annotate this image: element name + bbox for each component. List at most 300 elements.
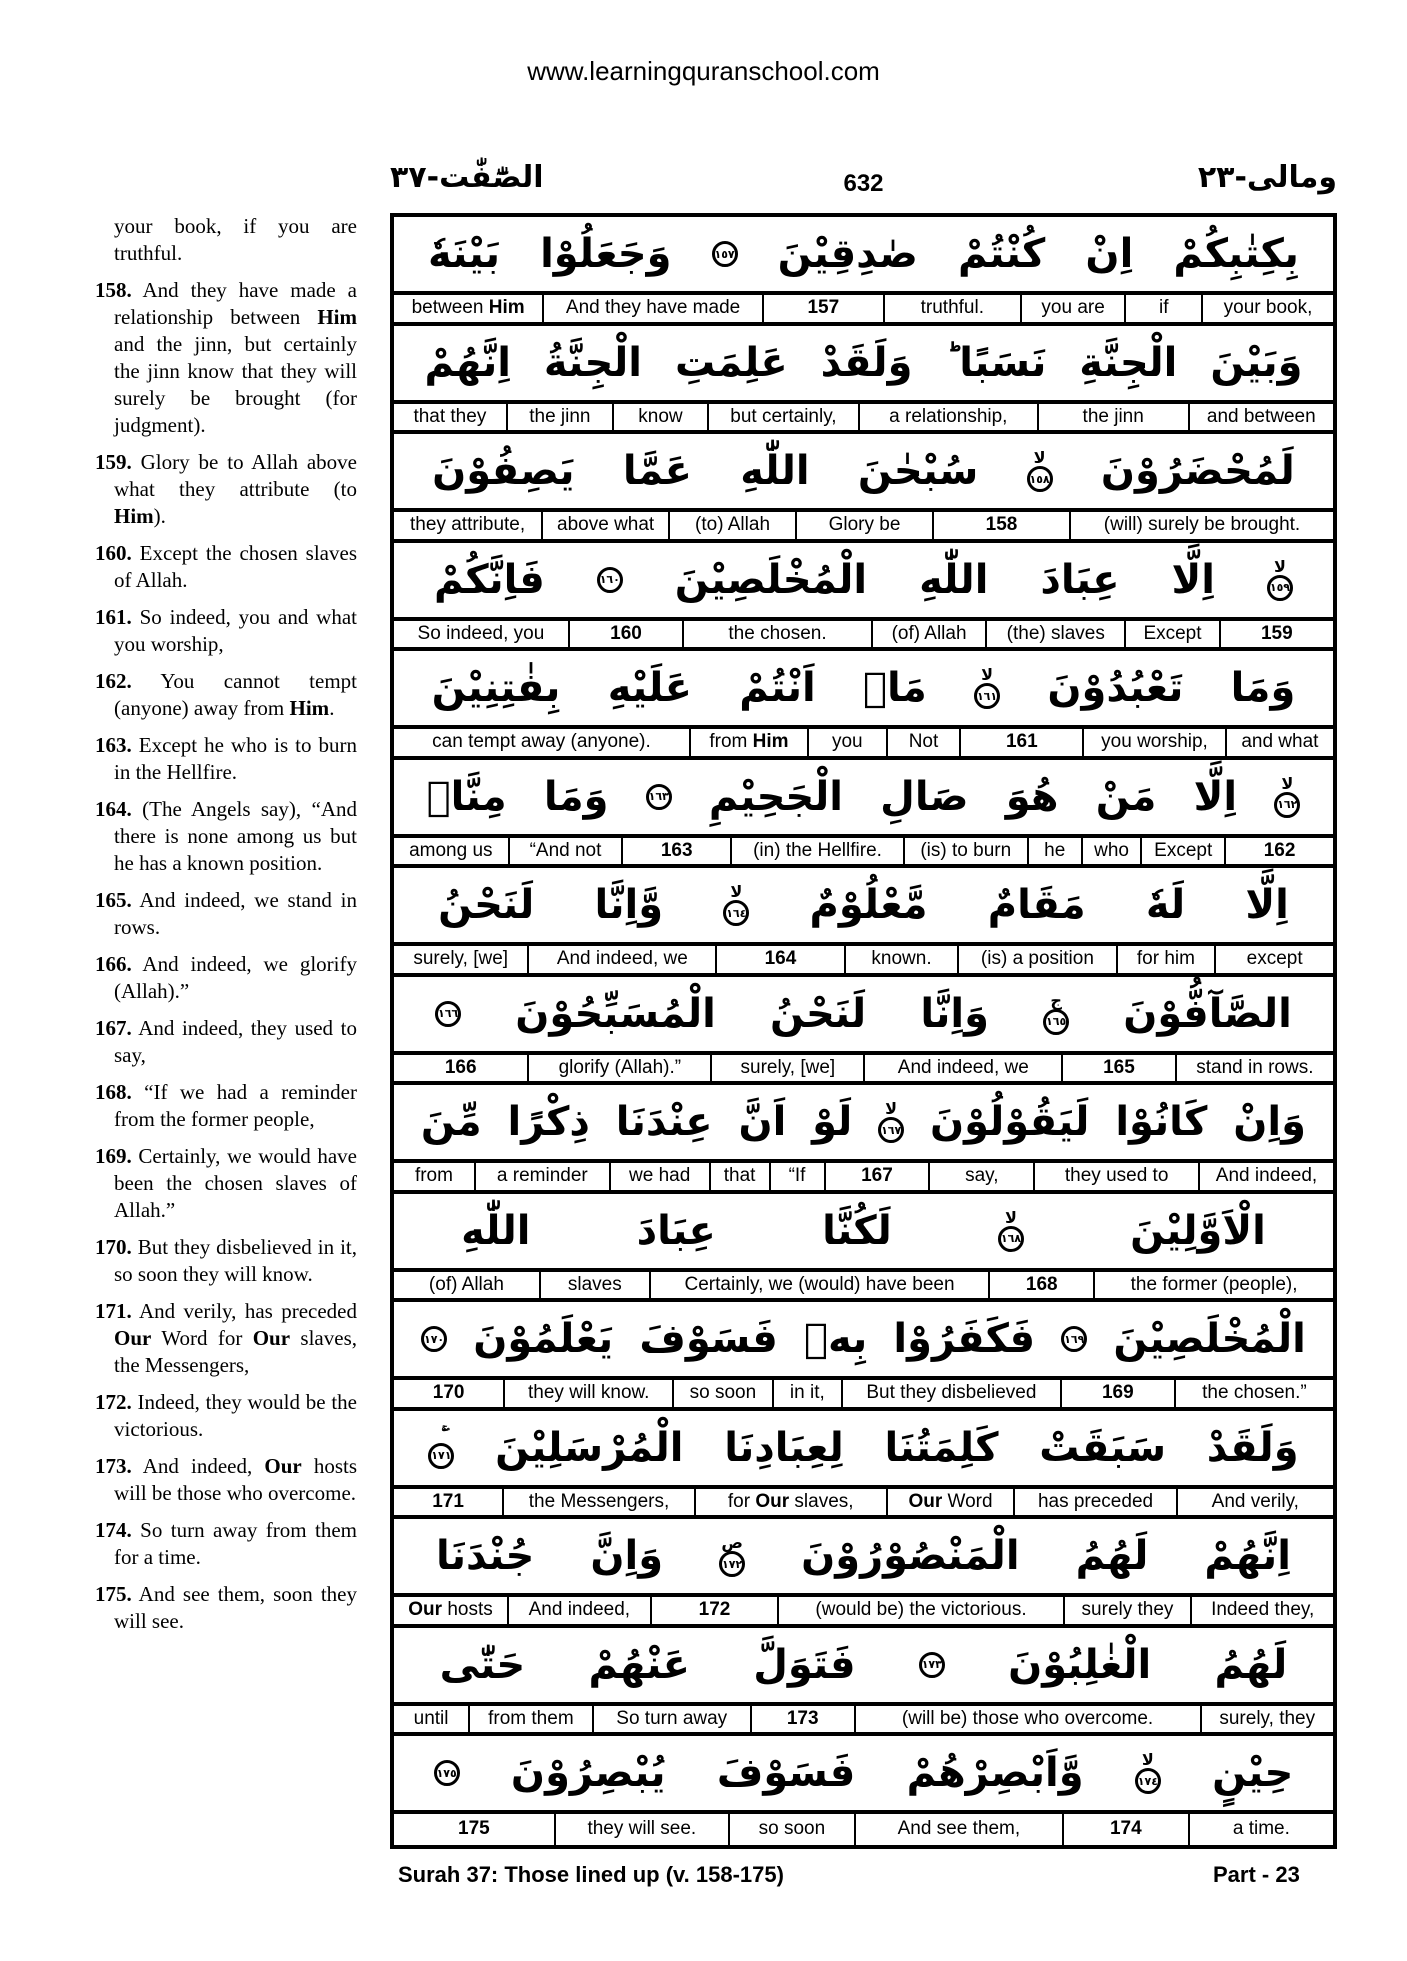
translation-verse	[95, 732, 357, 786]
verse-text: your book, if you are truthful.	[114, 214, 357, 265]
gloss-cell: from them	[468, 1706, 592, 1733]
ayah-number-circle: ١٦٨	[998, 1226, 1024, 1252]
arabic-row	[394, 217, 1333, 295]
verse-text: And indeed, we stand in rows.	[114, 888, 357, 939]
arabic-word: بَيْنَهٗ	[428, 231, 500, 277]
verse-number: 163.	[95, 733, 132, 757]
arabic-row	[394, 1519, 1333, 1597]
gloss-cell: for him	[1116, 946, 1215, 973]
verse-text: And indeed, we glorify (Allah).”	[114, 952, 357, 1003]
english-gloss-row	[394, 1597, 1333, 1628]
gloss-cell: you worship,	[1082, 729, 1225, 756]
gloss-cell: the chosen.	[682, 621, 871, 648]
gloss-cell: has preceded	[1013, 1489, 1175, 1516]
verse-number: 161.	[95, 605, 132, 629]
arabic-word: وَاِنَّ	[590, 1533, 664, 1579]
translation-verse	[95, 1234, 357, 1288]
verse-text: Except he who is to burn in the Hellfire.	[114, 733, 357, 784]
verse-text: And indeed, they used to say,	[114, 1016, 357, 1067]
gloss-cell: they will see.	[554, 1814, 728, 1845]
gloss-cell: (is) a position	[957, 946, 1115, 973]
gloss-cell: so soon	[728, 1814, 854, 1845]
gloss-verse-number: 172	[650, 1597, 778, 1624]
arabic-word: اِلَّا	[1245, 882, 1289, 928]
surah-caption: Surah 37: Those lined up (v. 158-175)	[398, 1862, 784, 1887]
gloss-cell: (in) the Hellfire.	[730, 838, 903, 865]
gloss-cell: you	[807, 729, 886, 756]
word-by-word-table	[390, 213, 1337, 1849]
arabic-row	[394, 1302, 1333, 1380]
english-gloss-row	[394, 946, 1333, 977]
arabic-word: مَّعْلُوْمٌ	[809, 882, 928, 928]
gloss-cell: Except	[1124, 621, 1218, 648]
emphasis-text: Him	[289, 696, 330, 720]
arabic-word: عَنْهُمْ	[588, 1641, 690, 1688]
arabic-word: وَلَقَدْ	[820, 339, 913, 386]
gloss-cell: if	[1124, 295, 1201, 322]
gloss-verse-number: 167	[824, 1163, 929, 1190]
translation-verse	[95, 668, 357, 722]
arabic-row	[394, 1736, 1333, 1814]
ayah-number-circle: ١٥٨	[1027, 466, 1053, 492]
arabic-word: الْمَنْصُوْرُوْنَ	[801, 1533, 1020, 1579]
ayah-number-circle: ١٧٠	[421, 1326, 447, 1352]
arabic-word: سُبْحٰنَ	[857, 448, 979, 494]
arabic-word: وَاِنْ	[1233, 1099, 1306, 1145]
arabic-word: مَقَامٌ	[987, 882, 1086, 928]
translation-verse	[95, 1143, 357, 1224]
arabic-word: عِنْدَنَا	[615, 1099, 713, 1145]
arabic-row	[394, 760, 1333, 838]
arabic-word: فَتَوَلَّ	[753, 1641, 856, 1688]
gloss-text: from	[709, 731, 753, 753]
emphasis-text: Our	[252, 1326, 291, 1350]
english-gloss-row	[394, 621, 1333, 652]
arabic-word: وَجَعَلُوْا	[540, 231, 672, 277]
gloss-cell: And they have made	[542, 295, 762, 322]
verse-text: You cannot tempt (anyone) away from	[114, 669, 357, 720]
ayah-number-circle: ١٦١	[974, 683, 1000, 709]
arabic-word: الْمُرْسَلِيْنَ	[495, 1424, 684, 1471]
gloss-cell: say,	[928, 1163, 1033, 1190]
gloss-cell: Glory be	[795, 512, 932, 539]
arabic-word: حِيْنٍ	[1212, 1750, 1294, 1796]
gloss-cell: a time.	[1188, 1814, 1333, 1845]
arabic-word: اللّٰهِ	[919, 556, 989, 603]
gloss-cell: stand in rows.	[1175, 1055, 1333, 1082]
arabic-word: يَصِفُوْنَ	[432, 448, 575, 494]
arabic-word: فَكَفَرُوْا	[893, 1316, 1036, 1362]
arabic-word: لَهُمُ	[1075, 1533, 1149, 1579]
emphasis-text: Him	[114, 504, 154, 528]
verse-number: 169.	[95, 1144, 132, 1168]
arabic-row	[394, 543, 1333, 621]
english-gloss-row	[394, 1814, 1333, 1845]
gloss-cell: Certainly, we (would) have been	[649, 1272, 989, 1299]
ayah-end-marker	[878, 1101, 904, 1143]
gloss-cell: know	[612, 404, 707, 431]
english-gloss-row	[394, 1380, 1333, 1411]
arabic-row	[394, 977, 1333, 1055]
waqf-sign: لا	[1004, 1207, 1017, 1227]
gloss-cell: the jinn	[506, 404, 612, 431]
ayah-end-marker	[998, 1207, 1024, 1252]
gloss-cell: you are	[1020, 295, 1124, 322]
gloss-cell: that	[709, 1163, 769, 1190]
arabic-word: مِنَّاۤ	[426, 773, 507, 820]
ayah-end-marker	[1027, 450, 1053, 492]
verse-block	[394, 1519, 1333, 1628]
arabic-word: اِنْ	[1085, 231, 1134, 277]
gloss-cell: And indeed, we	[863, 1055, 1061, 1082]
waqf-sign: لا	[1273, 556, 1286, 576]
ayah-number-circle: ١٦٩	[1061, 1326, 1087, 1352]
arabic-word: كُنْتُمْ	[958, 231, 1046, 277]
arabic-word: اِنَّهُمْ	[424, 339, 511, 386]
arabic-word: الْمُخْلَصِيْنَ	[674, 556, 868, 603]
arabic-word: اللّٰهِ	[740, 448, 810, 494]
gloss-cell: And see them,	[854, 1814, 1062, 1845]
gloss-cell: a reminder	[474, 1163, 609, 1190]
verse-number: 175.	[95, 1582, 132, 1606]
gloss-cell: until	[413, 1707, 449, 1729]
verse-block	[394, 1736, 1333, 1845]
arabic-word: كَلِمَتُنَا	[884, 1424, 999, 1471]
arabic-word: الْغٰلِبُوْنَ	[1008, 1641, 1152, 1688]
arabic-word: اَنَّ	[738, 1099, 787, 1145]
translation-verse	[95, 277, 357, 439]
verse-number: 174.	[95, 1518, 132, 1542]
arabic-word: وَلَقَدْ	[1206, 1424, 1299, 1471]
gloss-verse-number: 157	[762, 295, 883, 322]
verse-text: But they disbelieved in it, so soon they will know.	[114, 1235, 357, 1286]
verse-text: And they have made a relationship between	[114, 278, 357, 329]
translation-verse	[95, 951, 357, 1005]
ayah-number-circle: ١٧٥	[434, 1760, 460, 1786]
ayah-end-marker	[712, 241, 738, 267]
ayah-number-circle: ١٧٣	[919, 1652, 945, 1678]
arabic-word: عِبَادَ	[1040, 556, 1120, 603]
english-gloss-row	[394, 1706, 1333, 1737]
gloss-cell: Not	[886, 729, 960, 756]
gloss-verse-number: 160	[568, 621, 682, 648]
verse-block	[394, 1411, 1333, 1520]
arabic-word: فَاِنَّكُمْ	[433, 556, 545, 603]
arabic-word: وَمَا	[1230, 665, 1296, 711]
verse-block	[394, 326, 1333, 435]
arabic-word: عَمَّا	[622, 448, 692, 494]
arabic-word: يَعْلَمُوْنَ	[473, 1316, 614, 1362]
arabic-word: جُنْدَنَا	[436, 1533, 535, 1579]
arabic-word: اِنَّهُمْ	[1204, 1533, 1291, 1579]
gloss-cell: truthful.	[883, 295, 1020, 322]
gloss-cell: surely, [we]	[710, 1055, 863, 1082]
gloss-cell: (will) surely be brought.	[1069, 512, 1333, 539]
gloss-emphasis: Him	[752, 731, 789, 753]
gloss-cell: they attribute,	[410, 514, 526, 536]
page-number: 632	[843, 170, 884, 197]
ayah-end-marker	[646, 784, 672, 810]
gloss-cell: the former (people),	[1093, 1272, 1333, 1299]
verse-block	[394, 217, 1333, 326]
verse-block	[394, 868, 1333, 977]
gloss-cell: And indeed,	[507, 1597, 650, 1624]
waqf-sign: ج	[1050, 990, 1062, 1010]
gloss-cell: can tempt away (anyone).	[432, 731, 651, 753]
gloss-cell	[689, 729, 807, 756]
verse-text: And indeed,	[131, 1454, 265, 1478]
verse-number: 173.	[95, 1454, 132, 1478]
gloss-cell: they will know.	[503, 1380, 672, 1407]
verse-block	[394, 651, 1333, 760]
arabic-row	[394, 651, 1333, 729]
arabic-word: وَبَيْنَ	[1210, 339, 1303, 386]
gloss-verse-number: 171	[432, 1490, 464, 1512]
arabic-word: فَسَوْفَ	[716, 1750, 856, 1796]
arabic-word: اِلَّا	[1171, 556, 1215, 603]
gloss-cell: from	[414, 1165, 453, 1187]
gloss-cell: And indeed, we	[527, 946, 715, 973]
verse-text: (The Angels say), “And there is none among us but he has a known position.	[114, 797, 357, 875]
gloss-cell: glorify (Allah).”	[527, 1055, 710, 1082]
english-gloss-row	[394, 404, 1333, 435]
arabic-word: كَانُوْا	[1115, 1099, 1208, 1145]
emphasis-text: Him	[317, 305, 357, 329]
part-label: Part - 23	[1213, 1862, 1300, 1887]
arabic-word: الصَّآفُّوْنَ	[1123, 990, 1292, 1037]
surah-name-header: الصّٰٓفّٰت-٣٧	[390, 160, 544, 195]
gloss-cell: “And not	[508, 838, 622, 865]
gloss-cell: a relationship,	[858, 404, 1037, 431]
gloss-cell	[694, 1489, 886, 1516]
english-gloss-row	[394, 295, 1333, 326]
gloss-cell: So turn away	[592, 1706, 750, 1733]
english-gloss-row	[394, 1163, 1333, 1194]
gloss-cell: (is) to burn	[903, 838, 1027, 865]
gloss-verse-number: 161	[959, 729, 1082, 756]
site-url: www.learningquranschool.com	[527, 56, 880, 86]
verse-number: 165.	[95, 888, 132, 912]
verse-text: Word for	[151, 1326, 253, 1350]
arabic-word: بِفٰتِنِيْنَ	[431, 665, 561, 711]
arabic-word: لَوْ	[812, 1099, 853, 1145]
arabic-word: لَهٗ	[1145, 882, 1186, 928]
arabic-word: نَسَبًا ؕ	[945, 339, 1047, 386]
arabic-word: يُبْصِرُوْنَ	[510, 1750, 666, 1796]
translation-verse	[95, 1079, 357, 1133]
english-gloss-row	[394, 1272, 1333, 1303]
verse-text: Glory be to Allah above what they attribute (to	[114, 450, 357, 501]
verse-text: ).	[153, 504, 166, 528]
arabic-word: وَّاِنَّا	[594, 882, 664, 928]
gloss-verse-number: 169	[1060, 1380, 1174, 1407]
gloss-cell: but certainly,	[707, 404, 858, 431]
verse-text: Indeed, they would be the victorious.	[114, 1390, 357, 1441]
verse-block	[394, 1302, 1333, 1411]
ayah-end-marker	[719, 1535, 745, 1577]
verse-text: And see them, soon they will see.	[114, 1582, 357, 1633]
ayah-number-circle: ١٦٤	[723, 900, 749, 926]
ayah-end-marker	[435, 1001, 461, 1027]
gloss-text: hosts	[442, 1599, 493, 1621]
translation-column	[95, 213, 357, 1645]
gloss-cell: we had	[609, 1163, 709, 1190]
ayah-end-marker	[723, 884, 749, 926]
gloss-emphasis: Our	[755, 1490, 790, 1512]
verse-block	[394, 760, 1333, 869]
arabic-word: لِعِبَادِنَا	[724, 1424, 844, 1471]
emphasis-text: Our	[264, 1454, 302, 1478]
gloss-cell: your book,	[1201, 295, 1333, 322]
translation-verse	[95, 887, 357, 941]
gloss-verse-number: 165	[1061, 1055, 1175, 1082]
verse-block	[394, 543, 1333, 652]
verse-number: 159.	[95, 450, 132, 474]
arabic-word: عَلَيْهِ	[607, 665, 692, 711]
arabic-word: ذِكْرًا	[507, 1099, 590, 1145]
arabic-word: حَتّٰى	[439, 1641, 526, 1688]
page-header	[390, 160, 1337, 208]
verse-block	[394, 1628, 1333, 1737]
arabic-row	[394, 326, 1333, 404]
arabic-word: اَنْتُمْ	[739, 665, 816, 711]
english-gloss-row	[394, 838, 1333, 869]
translation-verse	[95, 449, 357, 530]
verse-number: 166.	[95, 952, 132, 976]
translation-verse	[95, 540, 357, 594]
gloss-verse-number: 166	[444, 1056, 477, 1078]
arabic-word: لَهُمُ	[1214, 1641, 1288, 1688]
part-name-header: ومالی-٢٣	[1197, 160, 1337, 195]
gloss-verse-number: 162	[1224, 838, 1333, 865]
verse-block	[394, 434, 1333, 543]
arabic-word: اللّٰهِ	[461, 1207, 531, 1254]
arabic-row	[394, 1411, 1333, 1489]
ayah-end-marker	[1135, 1752, 1161, 1794]
translation-verse	[95, 1015, 357, 1069]
gloss-cell	[886, 1489, 1014, 1516]
gloss-cell: and what	[1225, 729, 1333, 756]
verse-text: slaves, the Messengers,	[114, 1326, 357, 1377]
gloss-verse-number: 168	[988, 1272, 1093, 1299]
gloss-emphasis: Our	[908, 1490, 943, 1512]
gloss-cell: that they	[413, 405, 487, 427]
arabic-word: لَمُحْضَرُوْنَ	[1100, 448, 1295, 494]
verse-number: 167.	[95, 1016, 132, 1040]
arabic-word: الْاَوَّلِيْنَ	[1130, 1207, 1266, 1254]
arabic-word: الْمُسَبِّحُوْنَ	[515, 990, 716, 1037]
gloss-text: slaves,	[789, 1490, 854, 1512]
ayah-end-marker	[597, 567, 623, 593]
ayah-number-circle: ١٦٢	[1274, 792, 1300, 818]
translation-verse	[95, 1298, 357, 1379]
english-gloss-row	[394, 512, 1333, 543]
gloss-cell: slaves	[539, 1272, 649, 1299]
verse-text: Certainly, we would have been the chosen slaves of Allah.”	[114, 1144, 357, 1222]
verse-number: 170.	[95, 1235, 132, 1259]
translation-verse	[95, 1453, 357, 1507]
ayah-number-circle: ١٥٩	[1267, 575, 1293, 601]
verse-text: and the jinn, but certainly the jinn know that they will surely be brought (for judgment).	[114, 332, 357, 437]
gloss-cell: (to) Allah	[668, 512, 795, 539]
arabic-word: الْجِنَّةِ	[1079, 339, 1178, 386]
arabic-row	[394, 1085, 1333, 1163]
gloss-verse-number: 173	[750, 1706, 854, 1733]
arabic-word: مَنْ	[1095, 773, 1157, 820]
arabic-word: لَنَحْنُ	[770, 990, 867, 1037]
ayah-end-marker	[1043, 990, 1069, 1035]
gloss-verse-number: 159	[1219, 621, 1333, 648]
gloss-cell: above what	[541, 512, 668, 539]
gloss-verse-number: 174	[1062, 1814, 1188, 1845]
gloss-cell: surely, [we]	[413, 948, 509, 970]
waqf-sign: لا	[1141, 1750, 1154, 1769]
gloss-verse-number: 164	[715, 946, 843, 973]
verse-number: 158.	[95, 278, 132, 302]
waqf-sign: لا	[730, 882, 743, 901]
gloss-cell	[394, 1597, 507, 1624]
arabic-word: مِّنَ	[420, 1099, 482, 1145]
ayah-end-marker	[421, 1326, 447, 1352]
arabic-word: وَّاَبْصِرْهُمْ	[906, 1750, 1084, 1796]
verse-number: 160.	[95, 541, 132, 565]
verse-number: 171.	[95, 1299, 132, 1323]
translation-verse	[95, 1389, 357, 1443]
verse-text: hosts will be those who overcome.	[114, 1454, 358, 1505]
gloss-cell: they used to	[1033, 1163, 1198, 1190]
ayah-end-marker	[1267, 556, 1293, 601]
gloss-cell: (will be) those who overcome.	[854, 1706, 1200, 1733]
gloss-cell: So indeed, you	[417, 622, 545, 644]
ayah-number-circle: ١٦٥	[1043, 1009, 1069, 1035]
verse-block	[394, 1085, 1333, 1194]
translation-verse	[95, 604, 357, 658]
translation-verse	[95, 1517, 357, 1571]
ayah-end-marker	[434, 1760, 460, 1786]
ayah-end-marker	[428, 1427, 454, 1469]
verse-number: 172.	[95, 1390, 132, 1414]
ayah-number-circle: ١٧٢	[719, 1551, 745, 1577]
ayah-end-marker	[1061, 1326, 1087, 1352]
gloss-cell	[394, 295, 542, 322]
arabic-word: هُوَ	[1005, 773, 1059, 820]
arabic-row	[394, 1194, 1333, 1272]
arabic-word: الْمُخْلَصِيْنَ	[1113, 1316, 1306, 1362]
gloss-emphasis: Our	[408, 1599, 443, 1621]
waqf-sign: لا	[1033, 448, 1046, 467]
english-gloss-row	[394, 1489, 1333, 1520]
gloss-verse-number: 175	[458, 1818, 490, 1840]
gloss-cell: the chosen.”	[1174, 1380, 1333, 1407]
arabic-word: بِهٖ	[803, 1316, 868, 1362]
waqf-sign: لا	[1281, 773, 1294, 793]
arabic-word: وَمَا	[543, 773, 609, 820]
gloss-verse-number: 163	[621, 838, 730, 865]
verse-text: Except the chosen slaves of Allah.	[114, 541, 357, 592]
gloss-cell: (of) Allah	[428, 1273, 504, 1295]
verse-text: “If we had a reminder from the former people,	[114, 1080, 357, 1131]
gloss-cell: (the) slaves	[985, 621, 1124, 648]
gloss-cell: among us	[409, 839, 493, 861]
arabic-word: لَكُنَّا	[822, 1207, 892, 1254]
arabic-row	[394, 1628, 1333, 1706]
gloss-cell: (of) Allah	[871, 621, 985, 648]
gloss-cell: Except	[1140, 838, 1224, 865]
arabic-word: الْجَحِيْمِ	[708, 773, 843, 820]
gloss-cell: But they disbelieved	[841, 1380, 1060, 1407]
gloss-text: Word	[942, 1490, 993, 1512]
arabic-word: سَبَقَتْ	[1039, 1424, 1167, 1471]
